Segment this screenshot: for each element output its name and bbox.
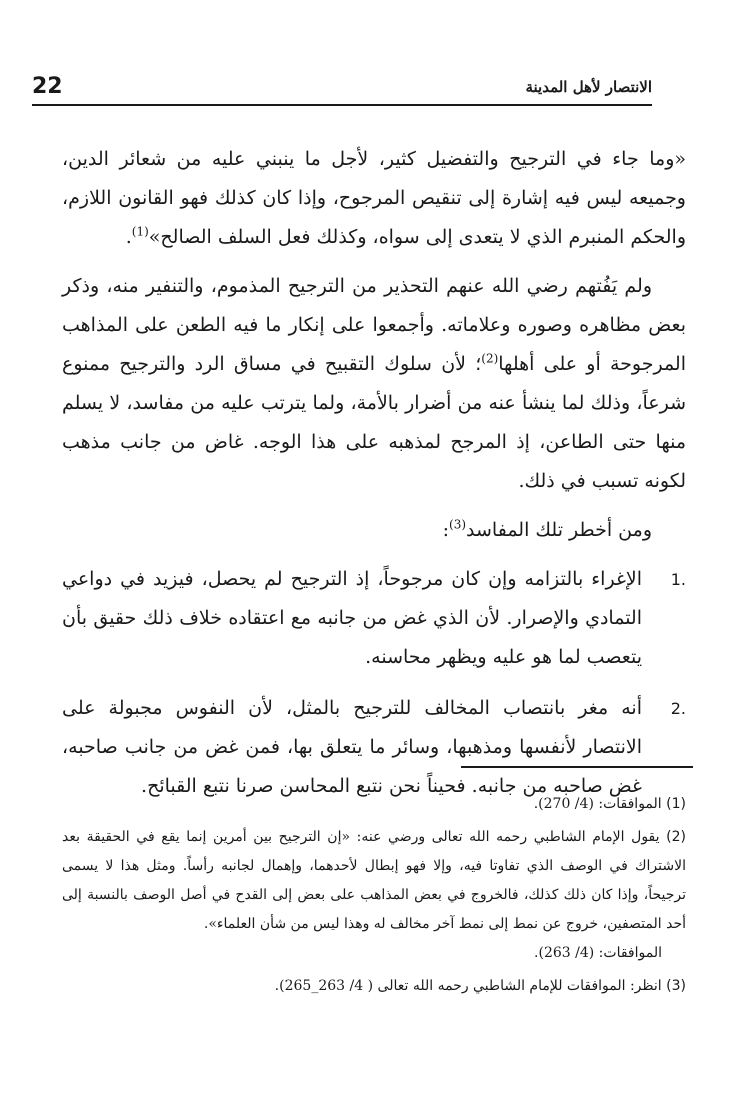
quote-text: «وما جاء في الترجيح والتفضيل كثير، لأجل ما ينبني عليه من شعائر الدين، وجميعه ليس فيه إشارة إلى تنقيص المرجوح، وإذا كان كذلك فهو القانون اللازم، والحكم المنبرم الذي لا يتعدى إلى سواه، وكذلك فعل السلف الصالح» (62, 148, 686, 248)
footnote (62, 972, 686, 1001)
list-item-text: أنه مغر بانتصاب المخالف للترجيح بالمثل، لأن النفوس مجبولة على الانتصار لأنفسها ومذهبها، وسائر ما يتعلق بها، فمن غض من جانب صاحبه، غض صاحبه من جانبه. فحيناً نحن نتبع المحاسن صرنا نتبع القبائح. (62, 697, 642, 797)
harms-list (62, 560, 686, 806)
footnote-ref-3: (3) (449, 517, 467, 532)
list-lead (62, 511, 686, 550)
footnote-separator (461, 766, 693, 768)
list-item (62, 560, 686, 677)
list-item-number: .1 (670, 570, 686, 589)
footnote (62, 790, 686, 819)
footnote-mark: (2) (666, 829, 686, 845)
footnote-mark: (1) (666, 796, 686, 812)
footnote-ref-1: (1) (131, 224, 149, 239)
footnote (62, 823, 686, 968)
running-title: الانتصار لأهل المدينة (525, 78, 652, 96)
page-number: 22 (32, 74, 63, 99)
page-header (32, 74, 652, 106)
quote-paragraph (62, 140, 686, 257)
footnote-mark: (3) (666, 978, 686, 994)
footnote-continuation: الموافقات: (4/ 263). (534, 945, 662, 961)
paragraph-warning-text-a: ولم يَفُتهم رضي الله عنهم التحذير من الترجيح المذموم، والتنفير منه، وذكر بعض مظاهره وصوره وعلاماته. وأجمعوا على إنكار ما فيه الطعن على المذاهب المرجوحة أو على أهلها (62, 275, 686, 375)
footnote-text: انظر: الموافقات للإمام الشاطبي رحمه الله تعالى ( 4/ 263_265). (274, 978, 662, 994)
footnote-text: الموافقات: (4/ 270). (533, 796, 662, 812)
paragraph-warning-text-b: ؛ لأن سلوك التقبيح في مساق الرد والترجيح ممنوع شرعاً، وذلك لما ينشأ عنه من أضرار بالأمة، ولما يترتب عليه من مفاسد، لا يسلم منها حتى الطاعن، إذ المرجح لمذهبه على هذا الوجه. غاض من جانب مذهب لكونه تسبب في ذلك. (62, 353, 686, 492)
quote-end: . (125, 226, 132, 248)
list-lead-text: ومن أخطر تلك المفاسد (466, 519, 652, 541)
list-item-text: الإغراء بالتزامه وإن كان مرجوحاً، إذ الترجيح لم يحصل، فيزيد في دواعي التمادي والإصرار. لأن الذي غض من جانبه مع اعتقاده خلاف ذلك حقيق بأن يتعصب لما هو عليه ويظهر محاسنه. (62, 568, 642, 668)
list-lead-colon: : (442, 519, 450, 541)
footnote-text: يقول الإمام الشاطبي رحمه الله تعالى ورضي عنه: «إن الترجيح بين أمرين إنما يقع في الحقيقة بعد الاشتراك في الوصف الذي تفاوتا فيه، وإلا فهو إبطال لأحدهما، وإهمال لجانبه رأساً. ومثل هذا لا يسمى ترجيحاً، وإذا كان ذلك كذلك، فالخروج في بعض المذاهب على بعض إلى القدح في أصل الوصف بالنسبة إلى أحد المتصفين، خروج عن نمط إلى نمط آخر مخالف له وهذا ليس من شأن العلماء». (62, 829, 686, 932)
list-item (62, 689, 686, 806)
paragraph-warning (62, 267, 686, 501)
list-item-number: .2 (670, 699, 686, 718)
footnotes (62, 790, 686, 1005)
footnote-ref-2: (2) (481, 351, 499, 366)
main-text (62, 140, 686, 818)
